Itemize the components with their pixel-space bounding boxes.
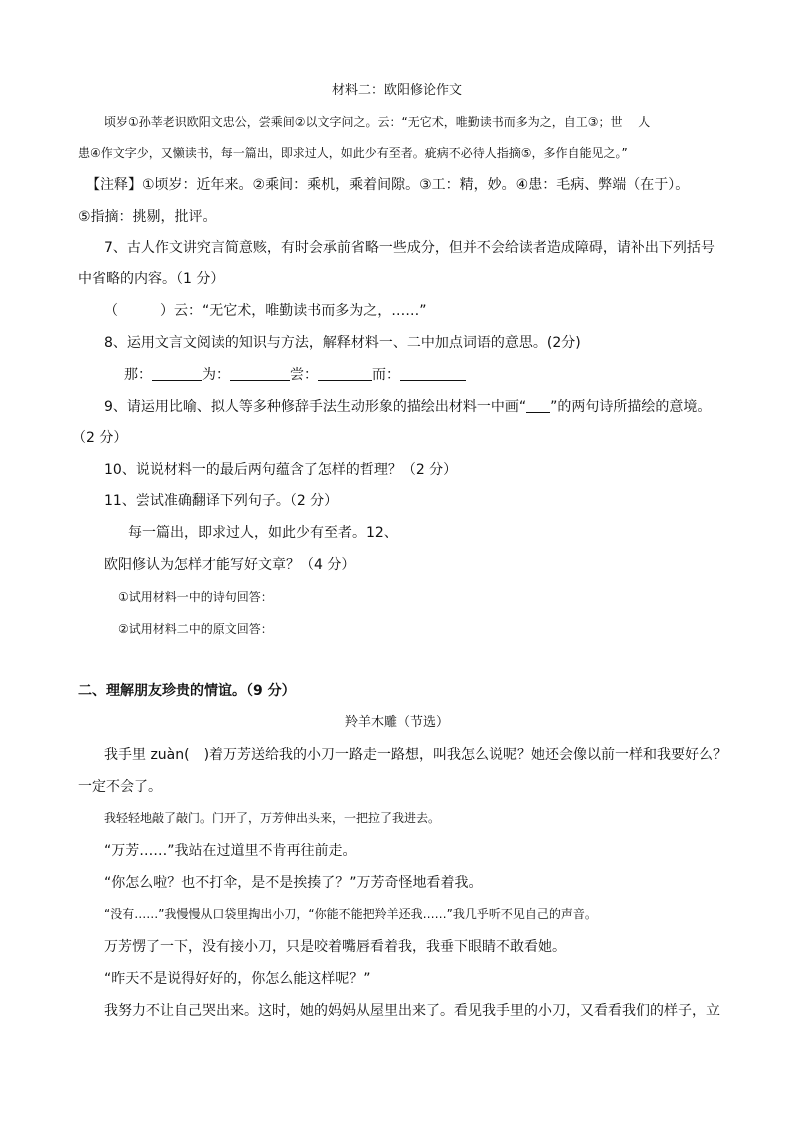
question-11: 11、尝试准确翻译下列句子。（2 分） <box>104 493 339 509</box>
question-9-line-1 <box>104 400 711 414</box>
story-title: 羚羊木雕（节选） <box>344 715 449 730</box>
question-8-blanks <box>124 368 466 382</box>
question-9-line-2: （2 分） <box>72 430 128 446</box>
notes-line-1: 【注释】①顷岁：近年来。②乘间：乘机，乘着间隙。③工：精，妙。④患：毛病、弊端（在于）。 <box>86 177 690 193</box>
q8-wei-label: 为： <box>202 367 230 383</box>
question-11-sentence: 每一篇出，即求过人，如此少有至者。12、 <box>128 525 398 541</box>
story-line-4: “万芳……”我站在过道里不肯再往前走。 <box>104 843 357 859</box>
q8-na-blank[interactable] <box>152 368 202 381</box>
q8-wei-blank[interactable] <box>230 368 290 381</box>
story-line-3: 我轻轻地敲了敲门。门开了，万芳伸出头来，一把拉了我进去。 <box>104 811 441 825</box>
material2-text-line-1: 顷岁①孙莘老识欧阳文忠公，尝乘间②以文字问之。云：“无它术，唯勤读书而多为之，自工③；世 人 <box>104 115 651 129</box>
question-12-part-a: ①试用材料一中的诗句回答： <box>118 590 273 604</box>
question-7-answer: （ ）云：“无它术，唯勤读书而多为之，……” <box>104 303 427 319</box>
material2-text-line-2: 患④作文字少，又懒读书，每一篇出，即求过人，如此少有至者。疵病不必待人指摘⑤，多作自能见之。” <box>78 146 628 160</box>
question-8: 8、运用文言文阅读的知识与方法，解释材料一、二中加点词语的意思。(2分) <box>104 335 581 351</box>
question-7-line-1: 7、古人作文讲究言简意赅，有时会承前省略一些成分，但并不会给读者造成障碍，请补出下列括号 <box>104 240 715 256</box>
question-7-line-2: 中省略的内容。（1 分） <box>78 271 225 287</box>
story-line-8: “昨天不是说得好好的，你怎么能这样呢？” <box>104 971 371 987</box>
q9-text-b: ”的两句诗所描绘的意境。 <box>550 399 712 415</box>
story-line-5: “你怎么啦？也不打伞，是不是挨揍了？”万芳奇怪地看着我。 <box>104 875 483 891</box>
material2-title: 材料二：欧阳修论作文 <box>331 83 462 98</box>
question-10: 10、说说材料一的最后两句蕴含了怎样的哲理？（2 分） <box>104 462 458 478</box>
notes-line-2: ⑤指摘：挑剔，批评。 <box>78 209 217 225</box>
q8-er-blank[interactable] <box>400 368 466 381</box>
question-12-part-b: ②试用材料二中的原文回答： <box>118 622 273 636</box>
question-12: 欧阳修认为怎样才能写好文章？（4 分） <box>104 557 356 573</box>
section-2-heading: 二、理解朋友珍贵的情谊。（9 分） <box>78 683 296 699</box>
q8-chang-blank[interactable] <box>318 368 372 381</box>
story-line-9: 我努力不让自己哭出来。这时，她的妈妈从屋里出来了。看见我手里的小刀，又看看我们的样子，立 <box>104 1003 720 1019</box>
story-line-1: 我手里 zuàn( )着万芳送给我的小刀一路走一路想，叫我怎么说呢？她还会像以前一样和我要好么？ <box>104 747 728 763</box>
q9-text-a: 9、请运用比喻、拟人等多种修辞手法生动形象的描绘出材料一中画“ <box>104 399 527 415</box>
q8-er-label: 而： <box>372 367 400 383</box>
story-line-6: “没有……”我慢慢从口袋里掏出小刀，“你能不能把羚羊还我……”我几乎听不见自己的声音。 <box>104 907 597 921</box>
q9-underline-mark <box>526 400 550 413</box>
story-line-2: 一定不会了。 <box>78 779 162 795</box>
story-line-7: 万芳愣了一下，没有接小刀，只是咬着嘴唇看着我，我垂下眼睛不敢看她。 <box>104 939 566 955</box>
q8-na-label: 那： <box>124 367 152 383</box>
q8-chang-label: 尝： <box>290 367 318 383</box>
